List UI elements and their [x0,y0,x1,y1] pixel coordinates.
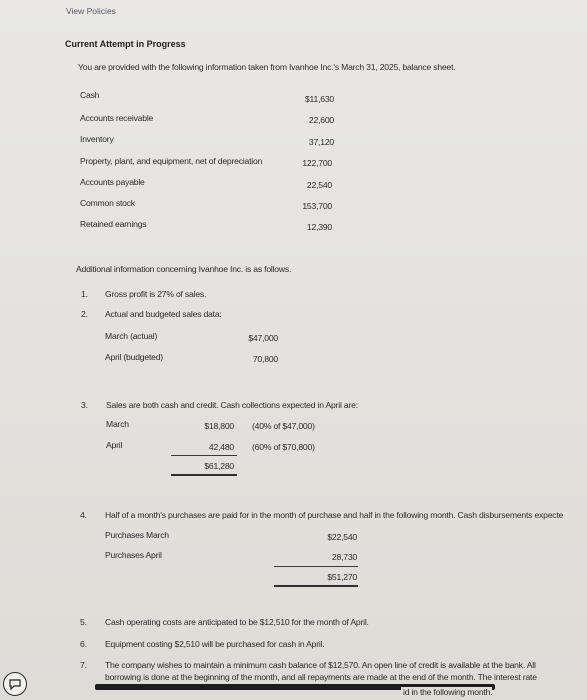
item-7-line-2: borrowing is done at the beginning of the month, and all repayments are made at the end of the month. The interest rate [105,672,537,682]
item-1-text: Gross profit is 27% of sales. [105,289,207,299]
attempt-title: Current Attempt in Progress [65,39,186,49]
chat-bubble-icon[interactable] [3,672,27,696]
sales-value-april: 70,800 [252,354,278,364]
collections-total-rule [171,474,237,476]
item-7-number: 7. [80,660,87,670]
item-2-number: 2. [81,309,88,319]
chat-bubble-icon-glyph [8,677,22,691]
collections-note-april: (60% of $70,800) [252,442,315,452]
item-1-number: 1. [81,289,88,299]
item-4-number: 4. [80,510,87,520]
disbursements-total: $51,270 [327,572,357,582]
collections-label-march: March [106,419,129,429]
disbursements-subtotal-rule [274,566,358,567]
intro-text: You are provided with the following information taken from Ivanhoe Inc.'s March 31, 2025, balance sheet. [78,62,456,72]
view-policies-link[interactable]: View Policies [66,6,116,16]
collections-label-april: April [106,440,123,450]
bs-value-re: 12,390 [306,222,332,232]
sales-label-april: April (budgeted) [105,352,163,362]
item-6-number: 6. [80,639,87,649]
bs-label-re: Retained earnings [80,219,147,229]
item-3-number: 3. [81,400,88,410]
item-4-text: Half of a month's purchases are paid for in the month of purchase and half in the following month. Cash disbursements expecte [105,510,564,520]
collections-value-april: 42,480 [208,442,234,452]
additional-info-heading: Additional information concerning Ivanhoe Inc. is as follows. [76,264,292,274]
bs-value-cash: $11,630 [304,94,334,104]
bs-value-common-stock: 153,700 [302,201,332,211]
purchases-label-april: Purchases April [105,550,162,560]
disbursements-total-rule [274,585,358,587]
collections-note-march: (40% of $47,000) [252,421,315,431]
bs-label-ap: Accounts payable [80,177,145,187]
collections-total: $61,280 [204,461,234,471]
purchases-value-march: $22,540 [327,532,357,542]
purchases-value-april: 28,730 [331,552,357,562]
bs-label-ppe: Property, plant, and equipment, net of depreciation [80,156,263,166]
collections-value-march: $18,800 [204,421,234,431]
item-5-text: Cash operating costs are anticipated to be $12,510 for the month of April. [105,617,369,627]
purchases-label-march: Purchases March [105,530,169,540]
item-2-text: Actual and budgeted sales data: [105,309,222,319]
item-7-line-3: id in the following month. [403,687,493,697]
bs-value-ppe: 122,700 [302,158,332,168]
item-3-text: Sales are both cash and credit. Cash collections expected in April are: [106,400,358,410]
sales-label-march: March (actual) [105,331,158,341]
collections-subtotal-rule [171,455,237,456]
bs-value-ap: 22,540 [306,180,332,190]
bs-label-cash: Cash [80,90,100,100]
bs-value-ar: 22,600 [308,115,334,125]
bs-label-common-stock: Common stock [80,198,135,208]
item-7-line-1: The company wishes to maintain a minimum cash balance of $12,570. An open line of credit is available at the bank. All [105,660,536,670]
item-5-number: 5. [80,617,87,627]
item-6-text: Equipment costing $2,510 will be purchased for cash in April. [105,639,325,649]
bs-label-ar: Accounts receivable [80,113,154,123]
bs-label-inventory: Inventory [80,134,114,144]
sales-value-march: $47,000 [248,333,278,343]
bs-value-inventory: 37,120 [308,137,334,147]
